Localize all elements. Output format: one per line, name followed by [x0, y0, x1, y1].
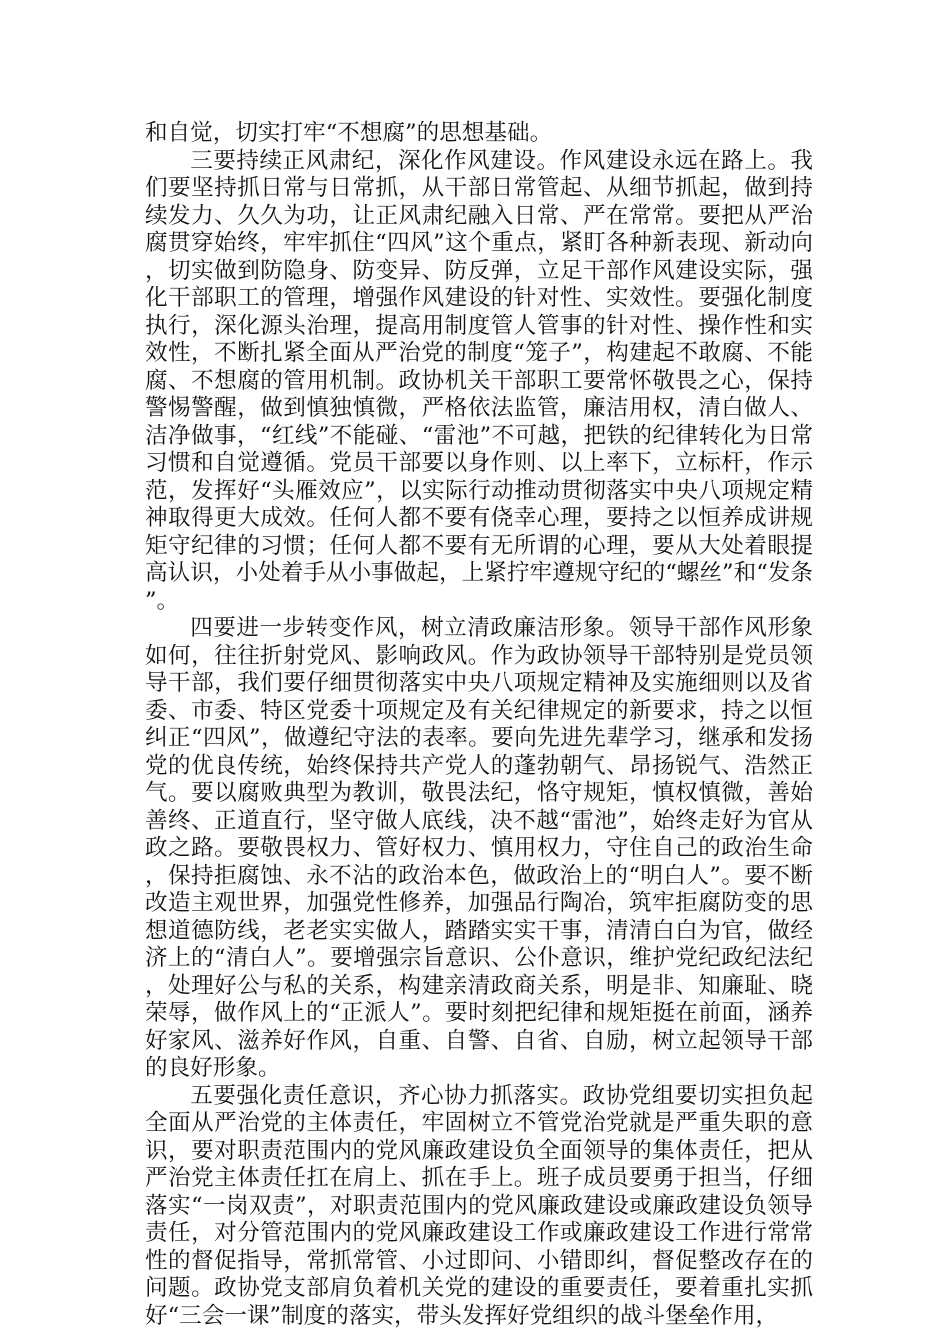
paragraph-style-rectification: 三要持续正风肃纪，深化作风建设。作风建设永远在路上。我们要坚持抓日常与日常抓，从干部日常管起、从细节抓起，做到持续发力、久久为功，让正风肃纪融入日常、严在常常。要把从严治腐贯穿始终，牢牢抓住“四风”这个重点，紧盯各种新表现、新动向，切实做到防隐身、防变异、防反弹，立足干部作风建设实际，强化干部职工的管理，增强作风建设的针对性、实效性。要强化制度执行，深化源头治理，提高用制度管人管事的针对性、操作性和实效性，不断扎紧全面从严治党的制度“笼子”，构建起不敢腐、不能腐、不想腐的管用机制。政协机关干部职工要常怀敬畏之心，保持警惕警醒，做到慎独慎微，严格依法监管，廉洁用权，清白做人、洁净做事，“红线”不能碰、“雷池”不可越，把铁的纪律转化为日常习惯和自觉遵循。党员干部要以身作则、以上率下，立标杆，作示范，发挥好“头雁效应”，以实际行动推动贯彻落实中央八项规定精神取得更大成效。任何人都不要有侥幸心理，要持之以恒养成讲规矩守纪律的习惯；任何人都不要有无所谓的心理，要从大处着眼提高认识，小处着手从小事做起，上紧拧牢遵规守纪的“螺丝”和“发条”。 — [145, 147, 813, 614]
paragraph-continuation: 和自觉，切实打牢“不想腐”的思想基础。 — [145, 120, 553, 146]
paragraph-clean-image: 四要进一步转变作风，树立清政廉洁形象。领导干部作风形象如何，往往折射党风、影响政风。作为政协领导干部特别是党员领导干部，我们要仔细贯彻落实中央八项规定精神及实施细则以及省委、市委、特区党委十项规定及有关纪律规定的新要求，持之以恒纠正“四风”，做遵纪守法的表率。要向先进先辈学习，继承和发扬党的优良传统，始终保持共产党人的蓬勃朝气、昂扬锐气、浩然正气。要以腐败典型为教训，敬畏法纪，恪守规矩，慎权慎微，善始善终、正道直行，坚守做人底线，决不越“雷池”，始终走好为官从政之路。要敬畏权力、管好权力、慎用权力，守住自己的政治生命，保持拒腐蚀、永不沾的政治本色，做政治上的“明白人”。要不断改造主观世界，加强党性修养，加强品行陶冶，筑牢拒腐防变的思想道德防线，老老实实做人，踏踏实实干事，清清白白为官，做经济上的“清白人”。要增强宗旨意识、公仆意识，维护党纪政纪法纪，处理好公与私的关系，构建亲清政商关系，明是非、知廉耻、晓荣辱，做作风上的“正派人”。要时刻把纪律和规矩挺在前面，涵养好家风、滋养好作风，自重、自警、自省、自励，树立起领导干部的良好形象。 — [145, 615, 813, 1081]
document-page — [145, 120, 813, 1330]
paragraph-responsibility: 五要强化责任意识，齐心协力抓落实。政协党组要切实担负起全面从严治党的主体责任，牢固树立不管党治党就是严重失职的意识，要对职责范围内的党风廉政建设负全面领导的集体责任，把从严治党主体责任扛在肩上、抓在手上。班子成员要勇于担当，仔细落实“一岗双责”，对职责范围内的党风廉政建设或廉政建设负领导责任，对分管范围内的党风廉政建设工作或廉政建设工作进行常常性的督促指导，常抓常管、小过即问、小错即纠，督促整改存在的问题。政协党支部肩负着机关党的建设的重要责任，要着重扎实抓好“三会一课”制度的落实，带头发挥好党组织的战斗堡垒作用， — [145, 1082, 813, 1329]
